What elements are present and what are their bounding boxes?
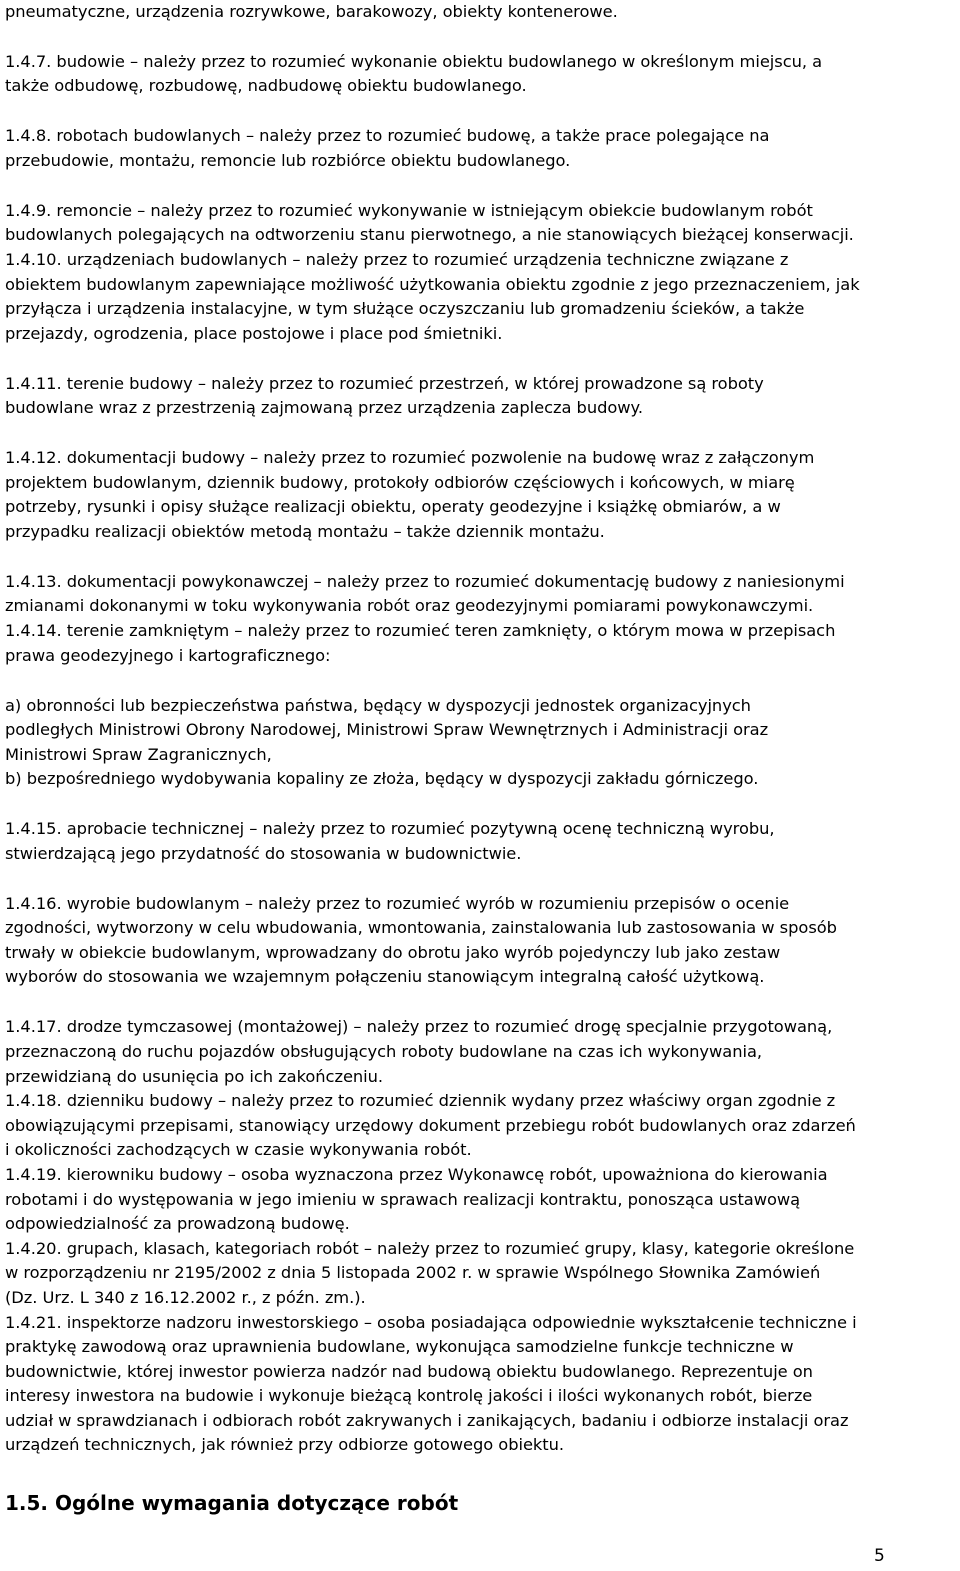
- text-line: 1.4.15. aprobacie technicznej – należy przez to rozumieć pozytywną ocenę techniczną wyrobu,: [5, 819, 775, 839]
- text-line: zgodności, wytworzony w celu wbudowania, wmontowania, zainstalowania lub zastosowania w sposób: [5, 918, 837, 938]
- text-line: (Dz. Urz. L 340 z 16.12.2002 r., z późn. zm.).: [5, 1287, 366, 1307]
- text-line: 1.4.17. drodze tymczasowej (montażowej) – należy przez to rozumieć drogę specjalnie przygotowaną,: [5, 1017, 833, 1037]
- text-line: 1.4.19. kierowniku budowy – osoba wyznaczona przez Wykonawcę robót, upoważniona do kierowania: [5, 1164, 828, 1184]
- text-line: budowlane wraz z przestrzenią zajmowaną przez urządzenia zaplecza budowy.: [5, 398, 643, 418]
- text-line: przewidzianą do usunięcia po ich zakończeniu.: [5, 1066, 384, 1086]
- text-line: pneumatyczne, urządzenia rozrywkowe, barakowozy, obiekty kontenerowe.: [5, 2, 618, 21]
- text-line: podległych Ministrowi Obrony Narodowej, Ministrowi Spraw Wewnętrznych i Administracji oraz: [5, 720, 769, 740]
- text-line: prawa geodezyjnego i kartograficznego:: [5, 645, 331, 665]
- text-line: 1.4.18. dzienniku budowy – należy przez to rozumieć dziennik wydany przez właściwy organ zgodnie z: [5, 1091, 836, 1111]
- text-line: przeznaczoną do ruchu pojazdów obsługujących roboty budowlane na czas ich wykonywania,: [5, 1041, 762, 1061]
- paragraph-gap: [5, 668, 955, 693]
- paragraph-gap: [5, 25, 955, 50]
- text-line: wyborów do stosowania we wzajemnym połączeniu stanowiącym integralną całość użytkową.: [5, 967, 765, 987]
- paragraph-gap: [5, 346, 955, 371]
- text-line: 1.4.9. remoncie – należy przez to rozumieć wykonywanie w istniejącym obiekcie budowlanym robót: [5, 200, 813, 220]
- text-line: 1.4.21. inspektorze nadzoru inwestorskiego – osoba posiadająca odpowiednie wykształcenie techniczne i: [5, 1312, 857, 1332]
- text-line: budownictwie, której inwestor powierza nadzór nad budową obiektu budowlanego. Reprezentuje on: [5, 1361, 813, 1381]
- paragraph-gap: [5, 792, 955, 817]
- text-line: 1.4.10. urządzeniach budowlanych – należy przez to rozumieć urządzenia techniczne związane z: [5, 250, 789, 270]
- paragraph-gap: [5, 421, 955, 446]
- text-line: 1.4.12. dokumentacji budowy – należy przez to rozumieć pozwolenie na budowę wraz z załączonym: [5, 448, 815, 468]
- text-line: obiektem budowlanym zapewniające możliwość użytkowania obiektu zgodnie z jego przeznaczeniem, jak: [5, 274, 860, 294]
- text-line: przejazdy, ogrodzenia, place postojowe i place pod śmietniki.: [5, 323, 503, 343]
- text-line: b) bezpośredniego wydobywania kopaliny ze złoża, będący w dyspozycji zakładu górniczego.: [5, 769, 759, 789]
- text-line: przypadku realizacji obiektów metodą montażu – także dziennik montażu.: [5, 521, 605, 541]
- text-line: Ministrowi Spraw Zagranicznych,: [5, 744, 272, 764]
- text-line: urządzeń technicznych, jak również przy odbiorze gotowego obiektu.: [5, 1435, 565, 1455]
- text-line: robotami i do występowania w jego imieniu w sprawach realizacji kontraktu, ponosząca ustawową: [5, 1189, 801, 1209]
- paragraph-gap: [5, 866, 955, 891]
- text-line: 1.4.11. terenie budowy – należy przez to rozumieć przestrzeń, w której prowadzone są roboty: [5, 373, 764, 393]
- text-line: 1.4.16. wyrobie budowlanym – należy przez to rozumieć wyrób w rozumieniu przepisów o ocenie: [5, 893, 790, 913]
- text-line: obowiązującymi przepisami, stanowiący urzędowy dokument przebiegu robót budowlanych oraz zdarzeń: [5, 1115, 856, 1135]
- text-line: budowlanych polegających na odtworzeniu stanu pierwotnego, a nie stanowiących bieżącej konserwacji.: [5, 225, 854, 245]
- text-line: 1.4.7. budowie – należy przez to rozumieć wykonanie obiektu budowlanego w określonym miejscu, a: [5, 51, 823, 71]
- text-line: a) obronności lub bezpieczeństwa państwa, będący w dyspozycji jednostek organizacyjnych: [5, 695, 751, 715]
- text-line: 1.4.13. dokumentacji powykonawczej – należy przez to rozumieć dokumentację budowy z naniesionymi: [5, 571, 845, 591]
- page-number: 5: [874, 1546, 885, 1566]
- text-line: 1.4.14. terenie zamkniętym – należy przez to rozumieć teren zamknięty, o którym mowa w przepisach: [5, 621, 836, 641]
- text-line: projektem budowlanym, dziennik budowy, protokoły odbiorów częściowych i końcowych, w miarę: [5, 472, 795, 492]
- text-line: 1.4.8. robotach budowlanych – należy przez to rozumieć budowę, a także prace polegające na: [5, 126, 770, 146]
- text-line: trwały w obiekcie budowlanym, wprowadzany do obrotu jako wyrób pojedynczy lub jako zestaw: [5, 942, 781, 962]
- text-line: potrzeby, rysunki i opisy służące realizacji obiektu, operaty geodezyjne i książkę obmiarów, a w: [5, 497, 781, 517]
- paragraph-gap: [5, 99, 955, 124]
- paragraph-gap: [5, 990, 955, 1015]
- text-line: interesy inwestora na budowie i wykonuje bieżącą kontrolę jakości i ilości wykonanych robót, bierze: [5, 1386, 813, 1406]
- text-line: odpowiedzialność za prowadzoną budowę.: [5, 1214, 350, 1234]
- text-line: 1.4.20. grupach, klasach, kategoriach robót – należy przez to rozumieć grupy, klasy, kategorie określone: [5, 1238, 855, 1258]
- paragraph-gap: [5, 174, 955, 199]
- text-line: udział w sprawdzianach i odbiorach robót zakrywanych i zanikających, badaniu i odbiorze instalacji oraz: [5, 1410, 849, 1430]
- text-line: zmianami dokonanymi w toku wykonywania robót oraz geodezyjnymi pomiarami powykonawczymi.: [5, 596, 814, 616]
- text-line: przyłącza i urządzenia instalacyjne, w tym służące oczyszczaniu lub gromadzeniu ścieków, a także: [5, 299, 805, 319]
- text-line: także odbudowę, rozbudowę, nadbudowę obiektu budowlanego.: [5, 76, 527, 96]
- text-line: stwierdzającą jego przydatność do stosowania w budownictwie.: [5, 843, 522, 863]
- text-line: w rozporządzeniu nr 2195/2002 z dnia 5 listopada 2002 r. w sprawie Wspólnego Słownika Zamówień: [5, 1263, 821, 1283]
- section-heading: 1.5. Ogólne wymagania dotyczące robót: [5, 1491, 459, 1515]
- text-line: i okoliczności zachodzących w czasie wykonywania robót.: [5, 1140, 472, 1160]
- document-page: [5, 0, 955, 1458]
- document-body: [5, 0, 955, 1458]
- paragraph-gap: [5, 545, 955, 570]
- text-line: praktykę zawodową oraz uprawnienia budowlane, wykonująca samodzielne funkcje techniczne w: [5, 1337, 794, 1357]
- text-line: przebudowie, montażu, remoncie lub rozbiórce obiektu budowlanego.: [5, 150, 571, 170]
